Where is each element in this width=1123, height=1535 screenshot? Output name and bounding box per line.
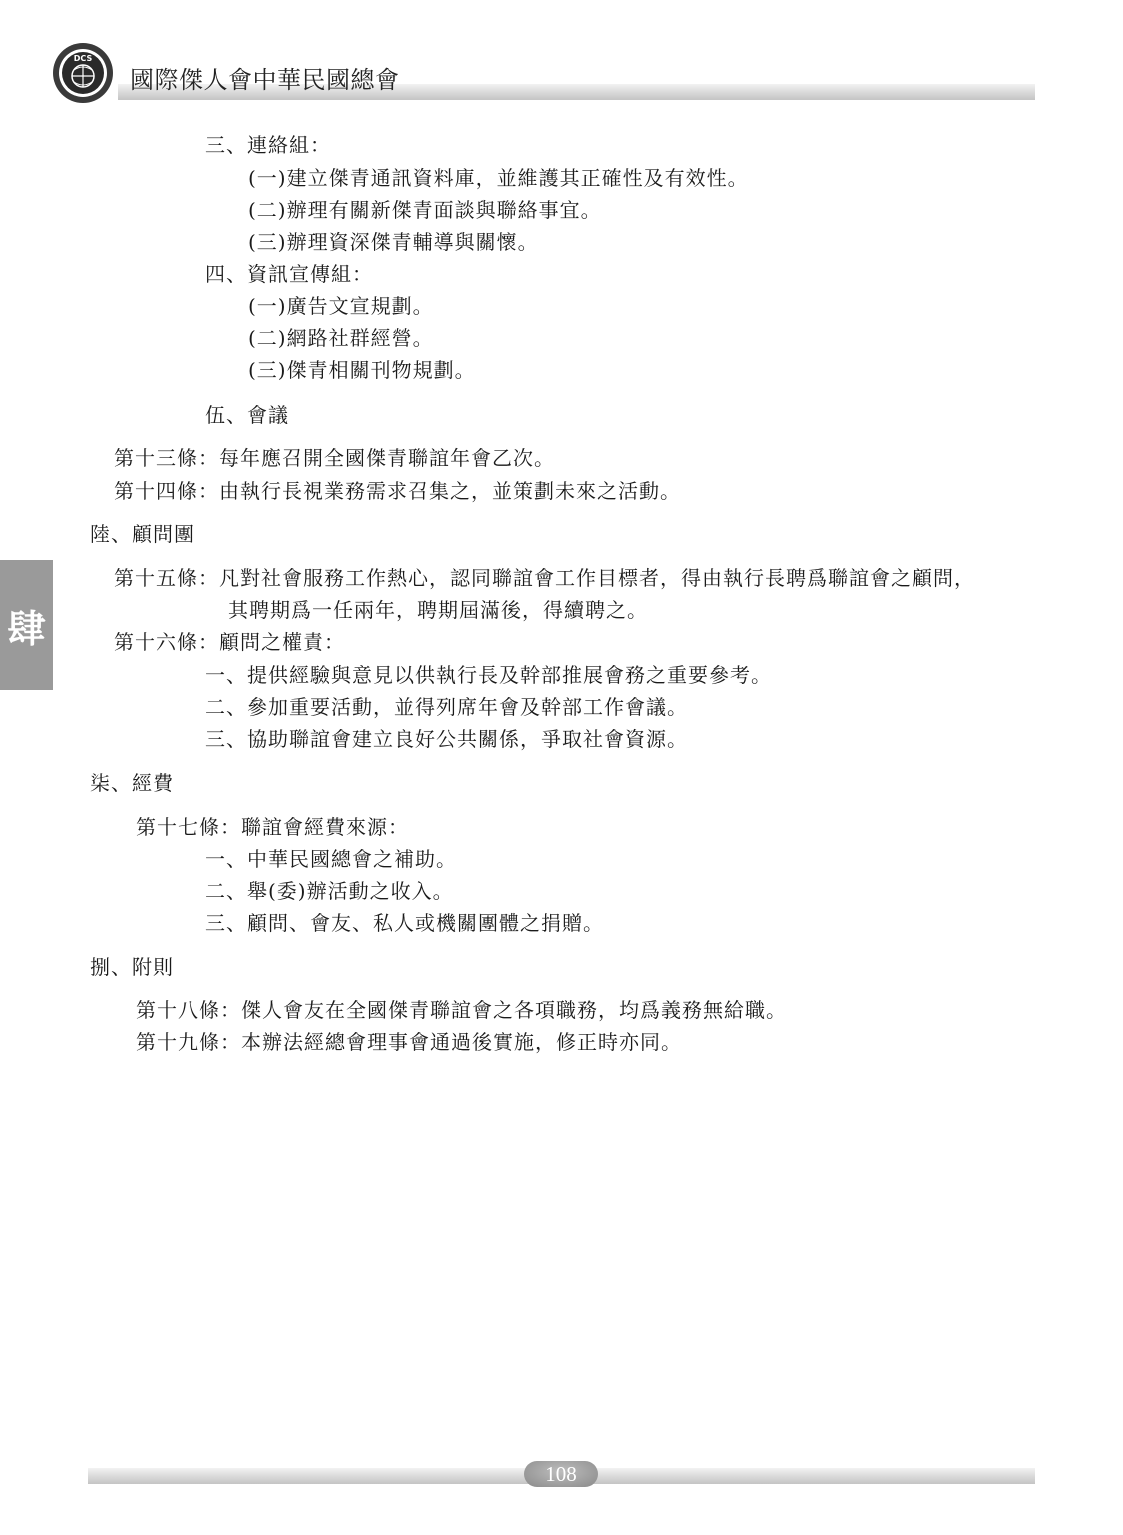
article: 第十五條：凡對社會服務工作熱心，認同聯誼會工作目標者，得由執行長聘爲聯誼會之顧問， <box>114 566 975 590</box>
article: 第十四條：由執行長視業務需求召集之，並策劃未來之活動。 <box>114 479 681 503</box>
section-heading: 三、連絡組： <box>205 133 331 157</box>
list-item: 一、中華民國總會之補助。 <box>205 847 457 871</box>
chapter-heading: 柒、經費 <box>90 771 174 795</box>
list-item: (三)傑青相關刊物規劃。 <box>248 358 476 382</box>
article-continuation: 其聘期爲一任兩年，聘期屆滿後，得續聘之。 <box>228 598 648 622</box>
list-item: 三、協助聯誼會建立良好公共關係，爭取社會資源。 <box>205 727 688 751</box>
article: 第十三條：每年應召開全國傑青聯誼年會乙次。 <box>114 446 555 470</box>
logo-text: DCS <box>73 54 93 63</box>
list-item: 二、參加重要活動，並得列席年會及幹部工作會議。 <box>205 695 688 719</box>
chapter-tab-label: 肆 <box>7 606 46 651</box>
list-item: (一)廣告文宣規劃。 <box>248 294 434 318</box>
chapter-heading: 陸、顧問團 <box>90 522 195 546</box>
page-number: 108 <box>545 1461 577 1486</box>
list-item: (二)網路社群經營。 <box>248 326 434 350</box>
article: 第十九條：本辦法經總會理事會通過後實施，修正時亦同。 <box>136 1030 682 1054</box>
article: 第十六條：顧問之權責： <box>114 630 345 654</box>
list-item: 二、舉(委)辦活動之收入。 <box>205 879 454 903</box>
list-item: (二)辦理有關新傑青面談與聯絡事宜。 <box>248 198 602 222</box>
list-item: (一)建立傑青通訊資料庫，並維護其正確性及有效性。 <box>248 166 749 190</box>
chapter-heading: 伍、會議 <box>205 403 289 427</box>
dcs-logo-icon <box>52 42 114 104</box>
section-heading: 四、資訊宣傳組： <box>205 262 373 286</box>
chapter-heading: 捌、附則 <box>90 955 174 979</box>
list-item: (三)辦理資深傑青輔導與關懷。 <box>248 230 539 254</box>
article: 第十七條：聯誼會經費來源： <box>136 815 409 839</box>
list-item: 三、顧問、會友、私人或機關團體之捐贈。 <box>205 911 604 935</box>
list-item: 一、提供經驗與意見以供執行長及幹部推展會務之重要參考。 <box>205 663 772 687</box>
chapter-tab <box>0 560 53 690</box>
article: 第十八條：傑人會友在全國傑青聯誼會之各項職務，均爲義務無給職。 <box>136 998 787 1022</box>
page-header-title: 國際傑人會中華民國總會 <box>130 66 400 94</box>
page-number-badge <box>524 1461 598 1487</box>
